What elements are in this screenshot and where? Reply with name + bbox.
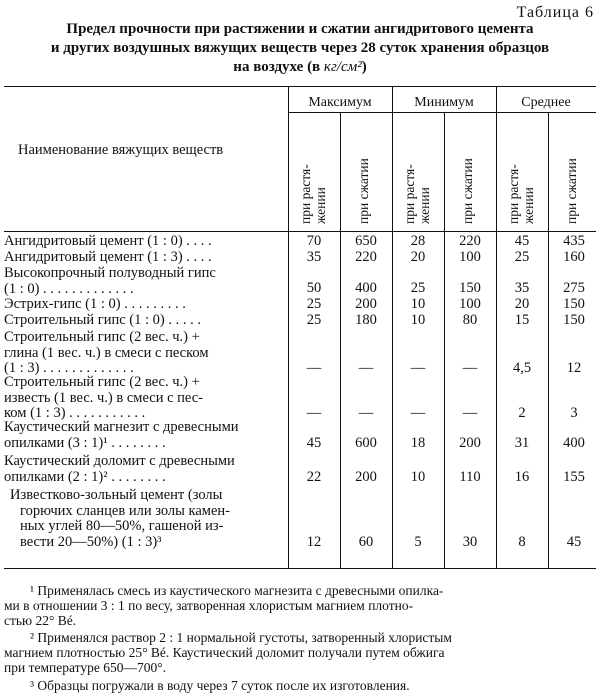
footnote-line: стью 22° Вé. (4, 613, 77, 628)
row-name-line: горючих сланцев или золы камен- (20, 502, 230, 519)
column-divider (548, 112, 549, 568)
cell-min-compression: 200 (459, 435, 481, 451)
cell-avg-compression: 155 (563, 469, 585, 485)
footnote-line: при температуре 650—700°. (4, 660, 166, 675)
cell-avg-tension: 15 (514, 312, 530, 328)
cell-min-compression: — (462, 405, 478, 421)
table-top-rule (4, 86, 596, 87)
cell-max-tension: 70 (306, 233, 322, 249)
cell-avg-tension: 25 (514, 249, 530, 265)
cell-avg-compression: 275 (563, 280, 585, 296)
cell-min-tension: 20 (410, 249, 426, 265)
row-name (4, 250, 287, 266)
cell-min-tension: 18 (410, 435, 426, 451)
row-name-line: ных углей 80—50%, гашеной из- (20, 518, 224, 534)
row-name (4, 330, 287, 377)
cell-max-compression: 180 (355, 312, 377, 328)
cell-max-compression: 400 (355, 280, 377, 296)
cell-avg-tension: 8 (518, 534, 526, 550)
column-divider (340, 112, 341, 568)
cell-avg-compression: 12 (566, 360, 582, 376)
column-header-name: Наименование вяжущих веществ (18, 142, 224, 158)
cell-min-tension: 10 (410, 312, 426, 328)
table-header-rule (4, 231, 596, 232)
row-name (4, 313, 287, 329)
cell-min-compression: 30 (462, 534, 478, 550)
subheader-compression: при сжатии (356, 158, 371, 224)
row-name (4, 454, 287, 485)
row-name-line: известь (1 вес. ч.) в смеси с пес- (4, 389, 203, 406)
cell-max-tension: — (306, 405, 322, 421)
caption-line: и других воздушных вяжущих веществ через 28 суток хранения образцов (50, 40, 550, 56)
footnote (4, 630, 596, 675)
caption-line (0, 58, 600, 77)
cell-avg-tension: 35 (514, 280, 530, 296)
cell-min-tension: 10 (410, 469, 426, 485)
table-number: Таблица 6 (516, 4, 594, 21)
subheader-line: жении (417, 187, 432, 224)
cell-min-compression: — (462, 360, 478, 376)
row-name-line: Высокопрочный полуводный гипс (4, 265, 216, 281)
cell-avg-tension: 20 (514, 296, 530, 312)
cell-min-tension: 5 (414, 534, 422, 550)
cell-avg-tension: 16 (514, 469, 530, 485)
group-header-max: Максимум (308, 95, 372, 110)
cell-max-compression: 600 (355, 435, 377, 451)
row-name-line: Каустический магнезит с древесными (4, 419, 239, 435)
cell-max-compression: 60 (358, 534, 374, 550)
row-name-line: опилками (2 : 1)² . . . . . . . . (4, 468, 166, 485)
row-name (4, 375, 287, 422)
row-name-line: ком (1 : 3) . . . . . . . . . . . (4, 405, 146, 421)
row-name-line: (1 : 0) . . . . . . . . . . . . . (4, 280, 134, 297)
cell-min-compression: 100 (459, 249, 481, 265)
cell-min-compression: 150 (459, 280, 481, 296)
cell-max-compression: — (358, 360, 374, 376)
row-name-line: опилками (3 : 1)¹ . . . . . . . . (4, 434, 166, 451)
cell-max-tension: 25 (306, 312, 322, 328)
footnote (4, 678, 596, 693)
footnote-line: ² Применялся раствор 2 : 1 нормальной густоты, затворенный хлористым (30, 630, 452, 645)
cell-max-tension: 25 (306, 296, 322, 312)
table-caption (0, 20, 600, 77)
footnote-line: магнием плотностью 25° Вé. Каустический доломит получали путем обжига (4, 645, 445, 660)
row-name-line: Строительный гипс (1 : 0) . . . . . (4, 312, 201, 328)
caption-line: Предел прочности при растяжении и сжатии ангидритового цемента (66, 21, 534, 37)
cell-min-tension: 28 (410, 233, 426, 249)
cell-avg-tension: 4,5 (512, 360, 532, 376)
cell-min-tension: 10 (410, 296, 426, 312)
subheader-compression: при сжатии (564, 158, 579, 224)
cell-max-compression: 220 (355, 249, 377, 265)
row-name-line: Каустический доломит с древесными (4, 453, 235, 469)
cell-avg-compression: 150 (563, 312, 585, 328)
cell-avg-compression: 435 (563, 233, 585, 249)
row-name (10, 488, 293, 550)
caption-text: на воздухе (в (233, 59, 324, 75)
cell-min-tension: — (410, 405, 426, 421)
cell-avg-compression: 160 (563, 249, 585, 265)
subheader-tension (506, 164, 536, 224)
row-name (4, 234, 287, 250)
row-name (4, 266, 287, 297)
cell-max-tension: 45 (306, 435, 322, 451)
footnote-line: ми в отношении 3 : 1 по весу, затворенная хлористым магнием плотно- (4, 598, 414, 613)
cell-max-tension: 12 (306, 534, 322, 550)
group-subrule (288, 112, 596, 113)
cell-max-compression: 650 (355, 233, 377, 249)
subheader-line: при растя- (506, 164, 521, 224)
subheader-tension (402, 164, 432, 224)
cell-min-compression: 110 (459, 469, 481, 485)
row-name-line: Ангидритовый цемент (1 : 0) . . . . (4, 233, 212, 249)
row-name (4, 297, 287, 313)
cell-max-tension: 50 (306, 280, 322, 296)
row-name-line: Строительный гипс (2 вес. ч.) + (4, 374, 200, 390)
row-name-line: Ангидритовый цемент (1 : 3) . . . . (4, 249, 212, 265)
row-name (4, 420, 287, 451)
group-header-avg: Среднее (521, 95, 571, 110)
cell-avg-compression: 150 (563, 296, 585, 312)
cell-min-compression: 100 (459, 296, 481, 312)
cell-avg-tension: 2 (518, 405, 526, 421)
cell-avg-compression: 400 (563, 435, 585, 451)
cell-avg-tension: 31 (514, 435, 530, 451)
subheader-line: при растя- (298, 164, 313, 224)
row-name-line: вести 20—50%) (1 : 3)³ (20, 533, 162, 550)
cell-max-compression: 200 (355, 469, 377, 485)
cell-max-compression: — (358, 405, 374, 421)
subheader-line: жении (313, 187, 328, 224)
cell-max-tension: 35 (306, 249, 322, 265)
row-name-line: Известково-зольный цемент (золы (10, 487, 223, 503)
footnote-line: ¹ Применялась смесь из каустического магнезита с древесными опилка- (30, 583, 444, 598)
row-name-line: Эстрих-гипс (1 : 0) . . . . . . . . . (4, 296, 186, 312)
cell-max-compression: 200 (355, 296, 377, 312)
cell-min-compression: 220 (459, 233, 481, 249)
cell-min-tension: 25 (410, 280, 426, 296)
cell-avg-tension: 45 (514, 233, 530, 249)
cell-max-tension: 22 (306, 469, 322, 485)
footnote (4, 583, 596, 628)
row-name-line: глина (1 вес. ч.) в смеси с песком (4, 344, 209, 361)
table-bottom-rule (4, 568, 596, 569)
cell-avg-compression: 45 (566, 534, 582, 550)
subheader-compression: при сжатии (460, 158, 475, 224)
caption-unit: кг/см² (323, 59, 362, 75)
subheader-line: жении (521, 187, 536, 224)
cell-min-tension: — (410, 360, 426, 376)
group-header-min: Минимум (414, 95, 474, 110)
row-name-line: (1 : 3) . . . . . . . . . . . . . (4, 360, 134, 376)
subheader-line: при растя- (402, 164, 417, 224)
footnote-line: ³ Образцы погружали в воду через 7 суток после их изготовления. (30, 678, 410, 693)
column-divider (444, 112, 445, 568)
cell-avg-compression: 3 (570, 405, 578, 421)
subheader-tension (298, 164, 328, 224)
row-name-line: Строительный гипс (2 вес. ч.) + (4, 329, 200, 345)
caption-text: ) (361, 59, 367, 75)
cell-min-compression: 80 (462, 312, 478, 328)
cell-max-tension: — (306, 360, 322, 376)
